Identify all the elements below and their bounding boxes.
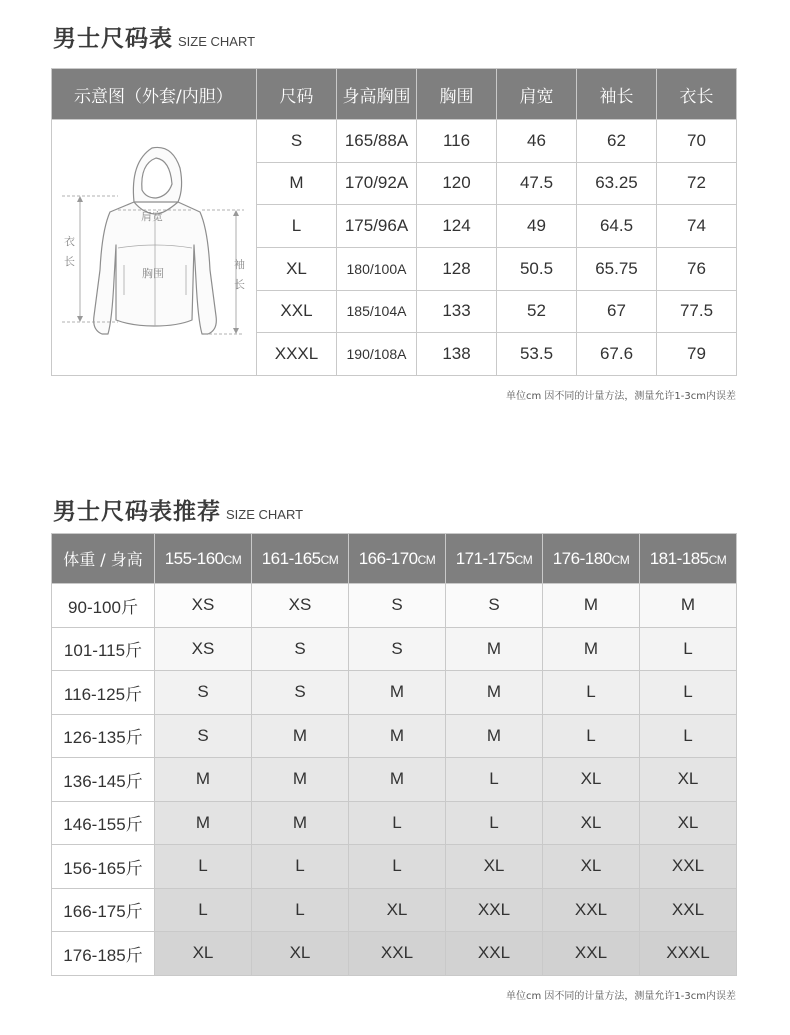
cell-weight: 136-145斤 bbox=[52, 758, 155, 802]
height-range-value: 161-165 bbox=[261, 548, 321, 568]
height-range-value: 171-175 bbox=[455, 548, 515, 568]
cell-sleeve: 62 bbox=[577, 120, 657, 163]
diagram-chest-label: 胸围 bbox=[142, 267, 164, 280]
cell-recommended-size: XXL bbox=[446, 888, 543, 932]
cell-length: 74 bbox=[657, 205, 737, 248]
size-table bbox=[51, 68, 737, 376]
header-sleeve: 袖长 bbox=[577, 69, 657, 120]
cell-recommended-size: L bbox=[446, 758, 543, 802]
height-range-value: 166-170 bbox=[358, 548, 418, 568]
cell-weight: 156-165斤 bbox=[52, 845, 155, 889]
table-row bbox=[52, 627, 737, 671]
cell-shoulder: 46 bbox=[497, 120, 577, 163]
table-row bbox=[52, 671, 737, 715]
diagram-sleeve-label-2: 长 bbox=[234, 278, 245, 291]
cell-recommended-size: L bbox=[349, 801, 446, 845]
cell-recommended-size: L bbox=[155, 845, 252, 889]
cell-recommended-size: S bbox=[155, 671, 252, 715]
cell-shoulder: 47.5 bbox=[497, 162, 577, 205]
cell-shoulder: 53.5 bbox=[497, 333, 577, 376]
cell-recommended-size: S bbox=[155, 714, 252, 758]
cell-height-chest: 180/100A bbox=[337, 247, 417, 290]
size-chart-title bbox=[53, 20, 255, 53]
cell-recommended-size: L bbox=[446, 801, 543, 845]
cell-chest: 128 bbox=[417, 247, 497, 290]
header-height-chest: 身高胸围 bbox=[337, 69, 417, 120]
recommend-table bbox=[51, 533, 737, 976]
cell-recommended-size: S bbox=[252, 627, 349, 671]
cell-weight: 90-100斤 bbox=[52, 584, 155, 628]
header-height-range bbox=[349, 534, 446, 584]
cell-recommended-size: L bbox=[640, 627, 737, 671]
size-table-header bbox=[52, 69, 737, 120]
cell-recommended-size: M bbox=[252, 801, 349, 845]
cell-recommended-size: M bbox=[252, 758, 349, 802]
cell-size: L bbox=[257, 205, 337, 248]
cell-recommended-size: L bbox=[640, 714, 737, 758]
size-chart-title-en: SIZE CHART bbox=[178, 34, 256, 49]
cell-recommended-size: L bbox=[252, 845, 349, 889]
cell-sleeve: 67.6 bbox=[577, 333, 657, 376]
cell-recommended-size: M bbox=[349, 714, 446, 758]
table-row bbox=[52, 584, 737, 628]
cell-weight: 176-185斤 bbox=[52, 932, 155, 976]
cell-recommended-size: M bbox=[252, 714, 349, 758]
measurement-note: 单位cm 因不同的计量方法，测量允许1-3cm内误差 bbox=[506, 391, 736, 402]
cell-recommended-size: XXL bbox=[446, 932, 543, 976]
cell-recommended-size: L bbox=[543, 671, 640, 715]
cell-recommended-size: M bbox=[543, 584, 640, 628]
cell-sleeve: 64.5 bbox=[577, 205, 657, 248]
cell-recommended-size: S bbox=[349, 627, 446, 671]
cell-recommended-size: XS bbox=[155, 584, 252, 628]
cell-recommended-size: M bbox=[640, 584, 737, 628]
header-height-range bbox=[252, 534, 349, 584]
diagram-shoulder-label: 肩宽 bbox=[141, 210, 163, 223]
recommend-title bbox=[53, 493, 303, 526]
cell-recommended-size: M bbox=[446, 671, 543, 715]
cell-recommended-size: XL bbox=[640, 758, 737, 802]
size-chart-title-cn: 男士尺码表 bbox=[53, 26, 173, 52]
cell-recommended-size: XL bbox=[252, 932, 349, 976]
header-chest: 胸围 bbox=[417, 69, 497, 120]
cell-recommended-size: XL bbox=[543, 845, 640, 889]
cell-chest: 124 bbox=[417, 205, 497, 248]
table-row bbox=[52, 120, 737, 163]
height-unit: CM bbox=[223, 552, 242, 567]
cell-recommended-size: XXXL bbox=[640, 932, 737, 976]
cell-recommended-size: M bbox=[349, 758, 446, 802]
cell-recommended-size: L bbox=[640, 671, 737, 715]
header-size: 尺码 bbox=[257, 69, 337, 120]
cell-length: 72 bbox=[657, 162, 737, 205]
cell-recommended-size: XL bbox=[155, 932, 252, 976]
cell-recommended-size: M bbox=[446, 714, 543, 758]
table-row bbox=[52, 758, 737, 802]
cell-recommended-size: M bbox=[446, 627, 543, 671]
cell-weight: 166-175斤 bbox=[52, 888, 155, 932]
cell-recommended-size: L bbox=[349, 845, 446, 889]
cell-chest: 133 bbox=[417, 290, 497, 333]
header-shoulder: 肩宽 bbox=[497, 69, 577, 120]
cell-recommended-size: M bbox=[349, 671, 446, 715]
table-row bbox=[52, 801, 737, 845]
cell-size: XL bbox=[257, 247, 337, 290]
cell-chest: 120 bbox=[417, 162, 497, 205]
cell-weight: 126-135斤 bbox=[52, 714, 155, 758]
cell-sleeve: 67 bbox=[577, 290, 657, 333]
cell-recommended-size: S bbox=[252, 671, 349, 715]
recommend-title-en: SIZE CHART bbox=[226, 507, 304, 522]
table-row bbox=[52, 845, 737, 889]
cell-recommended-size: XL bbox=[446, 845, 543, 889]
cell-height-chest: 175/96A bbox=[337, 205, 417, 248]
cell-recommended-size: XL bbox=[543, 758, 640, 802]
cell-weight: 146-155斤 bbox=[52, 801, 155, 845]
cell-sleeve: 63.25 bbox=[577, 162, 657, 205]
cell-recommended-size: L bbox=[155, 888, 252, 932]
height-range-value: 181-185 bbox=[649, 548, 709, 568]
cell-recommended-size: XL bbox=[349, 888, 446, 932]
cell-recommended-size: S bbox=[349, 584, 446, 628]
diagram-length-label-2: 长 bbox=[64, 255, 75, 268]
cell-recommended-size: M bbox=[543, 627, 640, 671]
cell-length: 76 bbox=[657, 247, 737, 290]
header-height-range bbox=[640, 534, 737, 584]
header-height-range bbox=[543, 534, 640, 584]
cell-recommended-size: XS bbox=[252, 584, 349, 628]
recommend-table-header bbox=[52, 534, 737, 584]
cell-height-chest: 185/104A bbox=[337, 290, 417, 333]
cell-recommended-size: XXL bbox=[543, 888, 640, 932]
header-length: 衣长 bbox=[657, 69, 737, 120]
height-unit: CM bbox=[514, 552, 533, 567]
cell-chest: 138 bbox=[417, 333, 497, 376]
header-height-range bbox=[446, 534, 543, 584]
height-unit: CM bbox=[708, 552, 727, 567]
height-range-value: 176-180 bbox=[552, 548, 612, 568]
cell-recommended-size: XL bbox=[543, 801, 640, 845]
height-unit: CM bbox=[611, 552, 630, 567]
table-row bbox=[52, 932, 737, 976]
diagram-length-label-1: 衣 bbox=[64, 235, 75, 248]
cell-recommended-size: S bbox=[446, 584, 543, 628]
cell-recommended-size: M bbox=[155, 801, 252, 845]
cell-recommended-size: XXL bbox=[640, 845, 737, 889]
cell-length: 70 bbox=[657, 120, 737, 163]
cell-recommended-size: L bbox=[543, 714, 640, 758]
height-unit: CM bbox=[417, 552, 436, 567]
cell-weight: 101-115斤 bbox=[52, 627, 155, 671]
cell-recommended-size: XXL bbox=[543, 932, 640, 976]
cell-recommended-size: XXL bbox=[640, 888, 737, 932]
header-height-range bbox=[155, 534, 252, 584]
cell-sleeve: 65.75 bbox=[577, 247, 657, 290]
cell-length: 77.5 bbox=[657, 290, 737, 333]
cell-recommended-size: XL bbox=[640, 801, 737, 845]
height-unit: CM bbox=[320, 552, 339, 567]
cell-weight: 116-125斤 bbox=[52, 671, 155, 715]
cell-size: XXL bbox=[257, 290, 337, 333]
jacket-diagram-cell bbox=[52, 120, 257, 376]
cell-height-chest: 170/92A bbox=[337, 162, 417, 205]
cell-recommended-size: M bbox=[155, 758, 252, 802]
table-row bbox=[52, 888, 737, 932]
diagram-sleeve-label-1: 袖 bbox=[234, 258, 245, 271]
jacket-diagram bbox=[52, 120, 256, 370]
recommend-title-cn: 男士尺码表推荐 bbox=[53, 499, 221, 525]
header-diagram: 示意图（外套/内胆） bbox=[52, 69, 257, 120]
cell-shoulder: 49 bbox=[497, 205, 577, 248]
header-weight-height: 体重 / 身高 bbox=[52, 534, 155, 584]
cell-size: M bbox=[257, 162, 337, 205]
height-range-value: 155-160 bbox=[164, 548, 224, 568]
cell-shoulder: 52 bbox=[497, 290, 577, 333]
cell-size: XXXL bbox=[257, 333, 337, 376]
cell-shoulder: 50.5 bbox=[497, 247, 577, 290]
cell-recommended-size: XXL bbox=[349, 932, 446, 976]
cell-height-chest: 190/108A bbox=[337, 333, 417, 376]
measurement-note-2: 单位cm 因不同的计量方法，测量允许1-3cm内误差 bbox=[506, 991, 736, 1002]
cell-size: S bbox=[257, 120, 337, 163]
cell-recommended-size: XS bbox=[155, 627, 252, 671]
cell-height-chest: 165/88A bbox=[337, 120, 417, 163]
table-row bbox=[52, 714, 737, 758]
cell-recommended-size: L bbox=[252, 888, 349, 932]
cell-length: 79 bbox=[657, 333, 737, 376]
cell-chest: 116 bbox=[417, 120, 497, 163]
